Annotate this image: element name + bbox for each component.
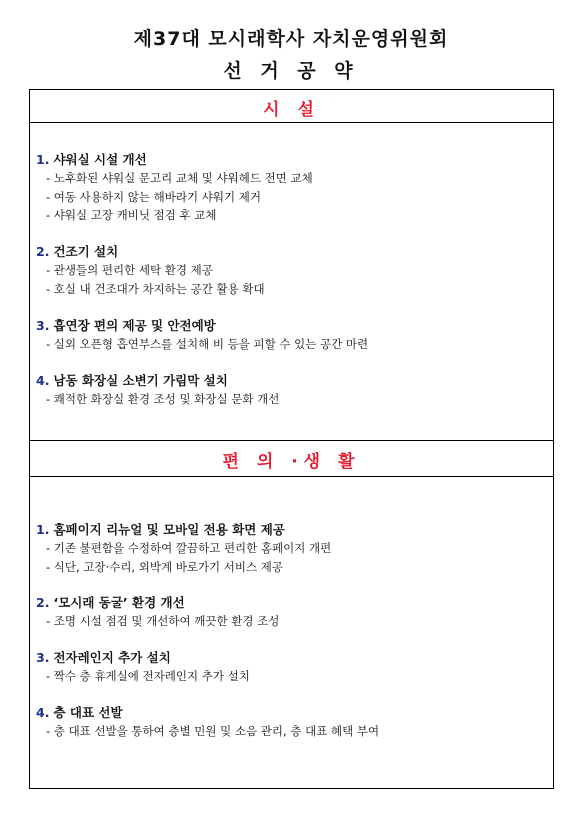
document-subtitle: 선 거 공 약 [223, 60, 359, 82]
pledge-detail: - 관생들의 편리한 세탁 환경 제공 [46, 263, 213, 277]
pledge-item-title: 3. 흡연장 편의 제공 및 안전예방 [36, 318, 216, 333]
pledge-item [36, 704, 549, 741]
pledge-table [29, 89, 554, 789]
pledge-item-title: 3. 전자레인지 추가 설치 [36, 650, 171, 665]
document-title: 제37대 모시래학사 자치운영위원회 [133, 28, 449, 50]
pledge-item [36, 521, 549, 576]
pledge-item-title: 4. 층 대표 선발 [36, 705, 123, 720]
pledge-item-title: 4. 남동 화장실 소변기 가림막 설치 [36, 373, 228, 388]
pledge-item [36, 151, 549, 225]
pledge-item [36, 649, 549, 686]
pledge-detail: - 호실 내 건조대가 차지하는 공간 활용 확대 [46, 281, 265, 296]
pledge-item-number: 3. [36, 318, 50, 333]
pledge-detail: - 층 대표 선발을 통하여 층별 민원 및 소음 관리, 층 대표 혜택 부여 [46, 724, 380, 738]
pledge-detail: - 식단, 고장·수리, 외박계 바로가기 서비스 제공 [46, 559, 284, 574]
pledge-item-title: 2. ‘모시래 동굴’ 환경 개선 [36, 595, 185, 610]
pledge-detail: - 노후화된 샤워실 문고리 교체 및 샤워헤드 전면 교체 [46, 171, 313, 185]
pledge-item [36, 372, 549, 409]
pledge-item-title: 2. 건조기 설치 [36, 244, 119, 259]
pledge-detail: - 기존 불편함을 수정하여 깔끔하고 편리한 홈페이지 개편 [46, 541, 332, 555]
pledge-item [36, 317, 549, 354]
pledge-item [36, 243, 549, 298]
divider [30, 476, 553, 477]
pledge-item-number: 3. [36, 650, 50, 665]
pledge-item-title: 1. 샤워실 시설 개선 [36, 152, 147, 167]
pledge-item-number: 4. [36, 373, 50, 388]
divider [30, 122, 553, 123]
pledge-detail: - 짝수 층 휴게실에 전자레인지 추가 설치 [46, 669, 250, 683]
pledge-item-title: 1. 홈페이지 리뉴얼 및 모바일 전용 화면 제공 [36, 522, 285, 537]
pledge-detail: - 여동 사용하지 않는 해바라기 샤워기 제거 [46, 189, 261, 204]
pledge-item-number: 1. [36, 522, 50, 537]
pledge-item-number: 4. [36, 705, 50, 720]
pledge-detail: - 조명 시설 점검 및 개선하여 깨끗한 환경 조성 [46, 614, 280, 628]
pledge-detail: - 쾌적한 화장실 환경 조성 및 화장실 문화 개선 [46, 392, 280, 406]
pledge-item-number: 2. [36, 595, 50, 610]
pledge-item-number: 2. [36, 244, 50, 259]
pledge-detail: - 샤워실 고장 캐비닛 점검 후 교체 [46, 208, 217, 222]
section-title-facilities: 시 설 [263, 100, 320, 120]
pledge-item-number: 1. [36, 152, 50, 167]
section-title-convenience: 편 의 ·생 활 [222, 452, 361, 472]
pledge-item [36, 594, 549, 631]
divider [30, 440, 553, 441]
pledge-detail: - 실외 오픈형 흡연부스를 설치해 비 등을 피할 수 있는 공간 마련 [46, 337, 369, 351]
